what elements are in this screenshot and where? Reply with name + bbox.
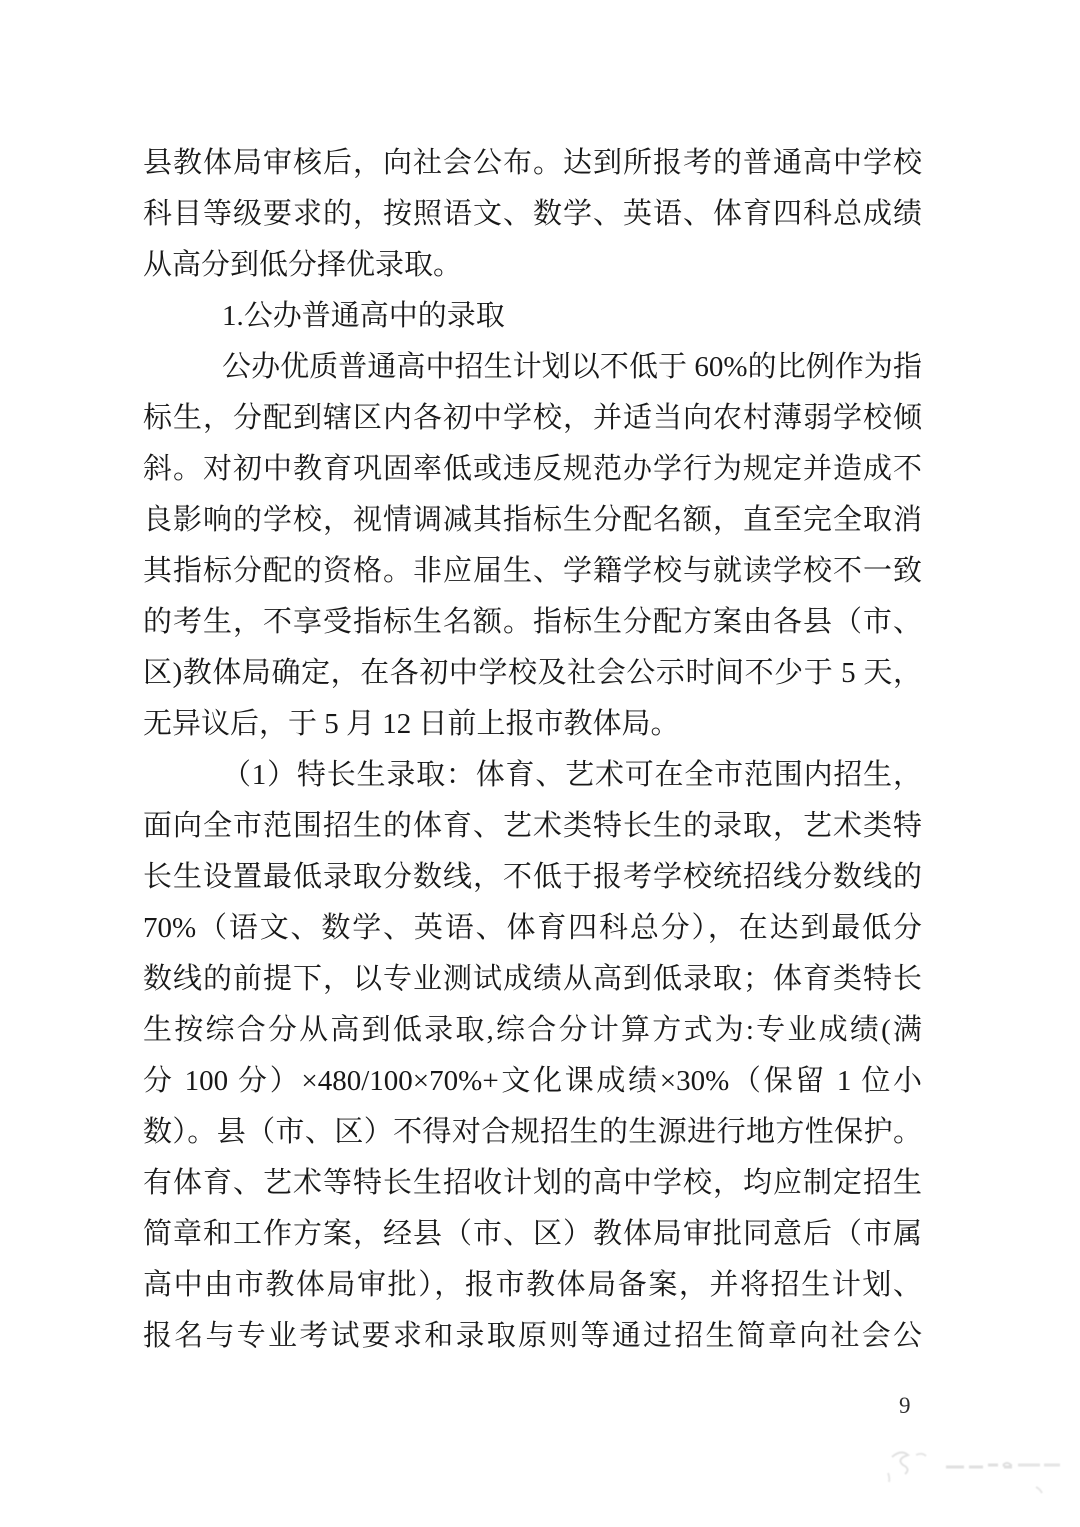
text-line: 高中由市教体局审批），报市教体局备案，并将招生计划、	[143, 1269, 922, 1301]
text-line: 数）。县（市、区）不得对合规招生的生源进行地方性保护。	[143, 1116, 922, 1148]
text-line: 无异议后，于 5 月 12 日前上报市教体局。	[143, 708, 680, 740]
text-line: 分 100 分）×480/100×70%+文化课成绩×30%（保留 1 位小	[143, 1065, 922, 1097]
text-line: 70%（语文、数学、英语、体育四科总分），在达到最低分	[143, 912, 922, 944]
text-line: 面向全市范围招生的体育、艺术类特长生的录取，艺术类特	[143, 810, 922, 842]
faint-watermark	[878, 1443, 1068, 1503]
document-body-text	[143, 138, 922, 1362]
text-line: 1.公办普通高中的录取	[222, 300, 505, 332]
text-line: 区)教体局确定，在各初中学校及社会公示时间不少于 5 天，	[143, 657, 922, 689]
text-line: 生按综合分从高到低录取,综合分计算方式为:专业成绩(满	[143, 1014, 922, 1046]
text-line: 县教体局审核后，向社会公布。达到所报考的普通高中学校	[143, 147, 922, 179]
text-line: 科目等级要求的，按照语文、数学、英语、体育四科总成绩	[143, 198, 922, 230]
text-line: 有体育、艺术等特长生招收计划的高中学校，均应制定招生	[143, 1167, 922, 1199]
text-line: 报名与专业考试要求和录取原则等通过招生简章向社会公	[143, 1320, 922, 1352]
text-line: 简章和工作方案，经县（市、区）教体局审批同意后（市属	[143, 1218, 922, 1250]
text-line: 斜。对初中教育巩固率低或违反规范办学行为规定并造成不	[143, 453, 922, 485]
text-line: 其指标分配的资格。非应届生、学籍学校与就读学校不一致	[143, 555, 922, 587]
text-line: 标生，分配到辖区内各初中学校，并适当向农村薄弱学校倾	[143, 402, 922, 434]
text-line: 数线的前提下，以专业测试成绩从高到低录取；体育类特长	[143, 963, 922, 995]
text-line: 的考生，不享受指标生名额。指标生分配方案由各县（市、	[143, 606, 922, 638]
text-line: 良影响的学校，视情调减其指标生分配名额，直至完全取消	[143, 504, 922, 536]
text-line: 从高分到低分择优录取。	[143, 249, 463, 281]
text-line: （1）特长生录取：体育、艺术可在全市范围内招生，	[222, 759, 922, 791]
text-line: 长生设置最低录取分数线，不低于报考学校统招线分数线的	[143, 861, 922, 893]
page-number: 9	[899, 1393, 911, 1418]
text-line: 公办优质普通高中招生计划以不低于 60%的比例作为指	[222, 351, 922, 383]
